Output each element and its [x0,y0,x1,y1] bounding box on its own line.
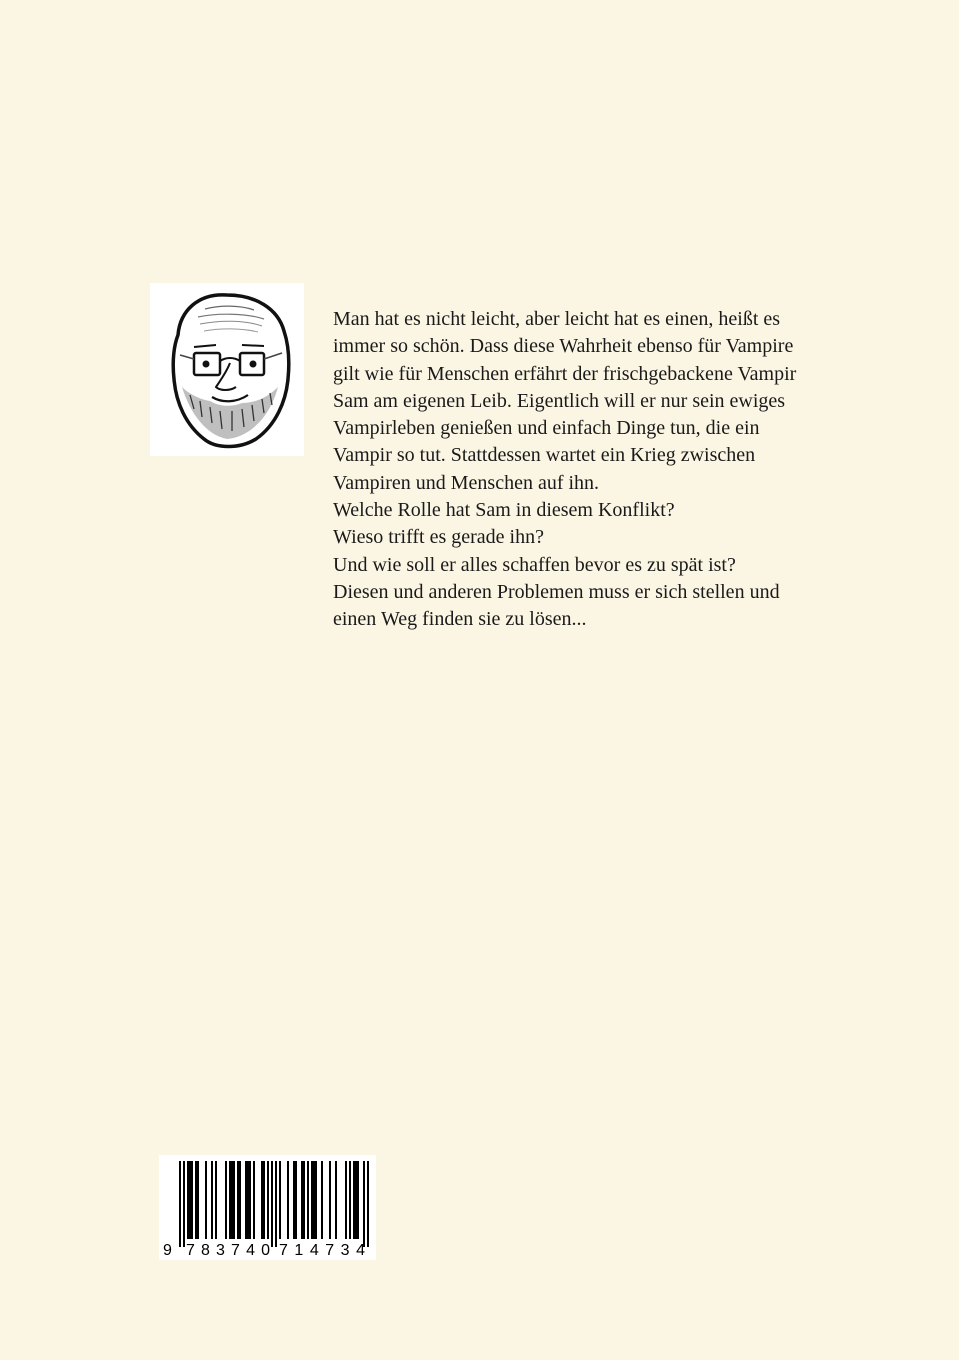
barcode-bar [229,1161,231,1239]
isbn-barcode [159,1155,376,1260]
barcode-bar [313,1161,315,1239]
barcode-left-digits: 783740 [186,1242,270,1259]
barcode-bar [301,1161,303,1239]
barcode-bar [239,1161,241,1239]
barcode-bar [367,1161,369,1247]
barcode-bar [261,1161,263,1239]
barcode-bar [179,1161,181,1247]
barcode-bar [295,1161,297,1239]
barcode-bar [263,1161,265,1239]
barcode-bar [363,1161,365,1247]
blurb-paragraph-intro: Man hat es nicht leicht, aber leicht hat es einen, heißt es immer so schön. Dass diese Wahrheit ebenso für Vampire gilt wie für Menschen erfährt der frischgebackene Vampir Sam am eigenen Leib. Eigentlich will er nur sein ewiges Vampirleben genießen und einfach Dinge tun, die ein Vampir so tut. Stattdessen wartet ein Krieg zwischen Vampiren und Menschen auf ihn. [333,308,797,494]
barcode-first-digit: 9 [163,1242,172,1259]
barcode-bar [253,1161,255,1239]
barcode-bar [211,1161,213,1239]
author-sketch-face-icon [150,283,304,456]
barcode-right-digits: 714734 [279,1242,365,1259]
barcode-bar [345,1161,347,1239]
barcode-bar [195,1161,197,1239]
barcode-bar [215,1161,217,1239]
barcode-bar [353,1161,355,1239]
barcode-bar [293,1161,295,1239]
barcode-bar [191,1161,193,1239]
barcode-bar [321,1161,323,1239]
barcode-bar [303,1161,305,1239]
barcode-bars [179,1161,369,1247]
barcode-bar [205,1161,207,1239]
blurb-paragraph-closing: Diesen und anderen Problemen muss er sich stellen und einen Weg finden sie zu lösen... [333,580,780,631]
barcode-bar [335,1161,337,1239]
barcode-bar [183,1161,185,1247]
blurb-question-why: Wieso trifft es gerade ihn? [333,526,544,549]
barcode-bar [237,1161,239,1239]
barcode-bar [233,1161,235,1239]
barcode-bar [249,1161,251,1239]
barcode-bar [311,1161,313,1239]
barcode-bar [279,1161,281,1239]
barcode-bar [225,1161,227,1239]
blurb-question-how: Und wie soll er alles schaffen bevor es zu spät ist? [333,553,736,576]
barcode-bar [349,1161,351,1239]
barcode-bar [197,1161,199,1239]
barcode-bar [245,1161,247,1239]
barcode-bar [271,1161,273,1247]
barcode-bar [275,1161,277,1247]
barcode-bar [267,1161,269,1239]
barcode-bar [357,1161,359,1239]
blurb-text [333,306,816,634]
barcode-bar [315,1161,317,1239]
author-portrait [150,283,304,456]
blurb-question-role: Welche Rolle hat Sam in diesem Konflikt? [333,499,675,522]
barcode-bar [307,1161,309,1239]
barcode-bar [247,1161,249,1239]
barcode-bar [355,1161,357,1239]
barcode-bar [287,1161,289,1239]
barcode-bar [189,1161,191,1239]
barcode-bar [187,1161,189,1239]
barcode-bar [231,1161,233,1239]
barcode-bar [329,1161,331,1239]
